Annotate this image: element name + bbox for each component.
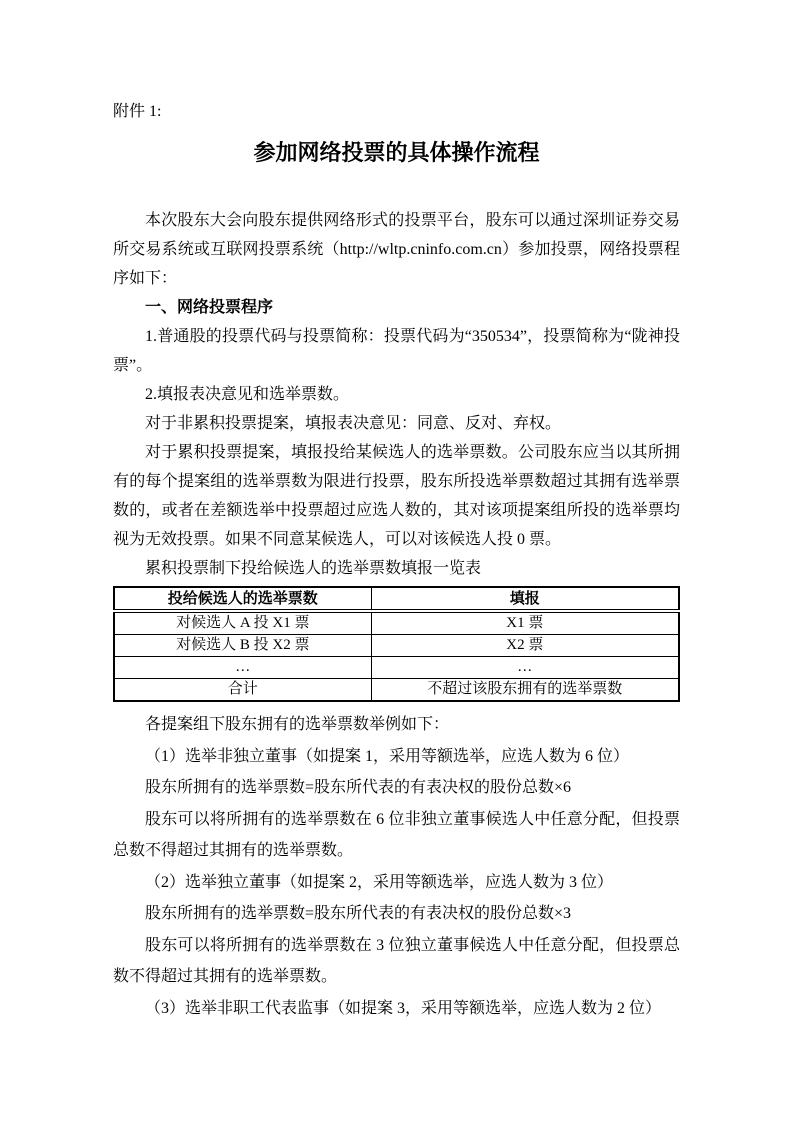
paragraph-cumulative: 对于累积投票提案，填报投给某候选人的选举票数。公司股东应当以其所拥有的每个提案组的选举票数为限进行投票，股东所投选举票数超过其拥有选举票数的，或者在差额选举中投票超过应选人数的，其对该项提案组所投的选举票均视为无效投票。如果不同意某候选人，可以对该候选人投 0 票。 <box>113 444 680 548</box>
table-header-cell-fill: 填报 <box>371 587 679 611</box>
document-content <box>113 101 680 1024</box>
paragraph-example-1-title: （1）选举非独立董事（如提案 1，采用等额选举，应选人数为 6 位） <box>145 747 630 765</box>
attachment-label: 附件 1: <box>113 103 162 120</box>
document-title: 参加网络投票的具体操作流程 <box>253 140 540 165</box>
votes-table <box>113 586 680 702</box>
body-text <box>113 206 680 583</box>
paragraph-example-2-formula: 股东所拥有的选举票数=股东所代表的有表决权的股份总数×3 <box>145 905 572 922</box>
paragraph-example-3-title: （3）选举非职工代表监事（如提案 3，采用等额选举，应选人数为 2 位） <box>145 999 662 1017</box>
table-cell: 对候选人 B 投 X2 票 <box>114 635 371 657</box>
paragraph-voting-code: 1.普通股的投票代码与投票简称：投票代码为“350534”，投票简称为“陇神投票”。 <box>113 328 680 374</box>
paragraph-example-2-rule: 股东可以将所拥有的选举票数在 3 位独立董事候选人中任意分配，但投票总数不得超过其拥有的选举票数。 <box>113 936 680 985</box>
section-heading: 一、网络投票程序 <box>145 299 274 316</box>
examples-block <box>113 709 680 1024</box>
table-header-cell-votes: 投给候选人的选举票数 <box>114 587 371 611</box>
table-row <box>114 679 679 702</box>
table-cell: X1 票 <box>371 611 679 635</box>
intro-paragraph: 本次股东大会向股东提供网络形式的投票平台，股东可以通过深圳证券交易所交易系统或互联网投票系统（http://wltp.cninfo.com.cn）参加投票，网络投票程序如下： <box>113 212 680 287</box>
table-cell: 对候选人 A 投 X1 票 <box>114 611 371 635</box>
paragraph-example-1-rule: 股东可以将所拥有的选举票数在 6 位非独立董事候选人中任意分配，但投票总数不得超过其拥有的选举票数。 <box>113 810 680 859</box>
paragraph-fill-opinions: 2.填报表决意见和选举票数。 <box>145 386 350 403</box>
table-cell: 合计 <box>114 679 371 702</box>
paragraph-examples-intro: 各提案组下股东拥有的选举票数举例如下： <box>145 716 450 733</box>
table-row <box>114 657 679 679</box>
table-cell: … <box>114 657 371 679</box>
table-header-row <box>114 587 679 611</box>
table-cell: 不超过该股东拥有的选举票数 <box>371 679 679 702</box>
paragraph-example-1-formula: 股东所拥有的选举票数=股东所代表的有表决权的股份总数×6 <box>145 779 572 796</box>
paragraph-example-2-title: （2）选举独立董事（如提案 2，采用等额选举，应选人数为 3 位） <box>145 873 614 891</box>
table-row <box>114 611 679 635</box>
table-cell: X2 票 <box>371 635 679 657</box>
table-caption: 累积投票制下投给候选人的选举票数填报一览表 <box>145 560 482 577</box>
table-row <box>114 635 679 657</box>
paragraph-non-cumulative: 对于非累积投票提案，填报表决意见：同意、反对、弃权。 <box>145 415 562 432</box>
table-cell: … <box>371 657 679 679</box>
